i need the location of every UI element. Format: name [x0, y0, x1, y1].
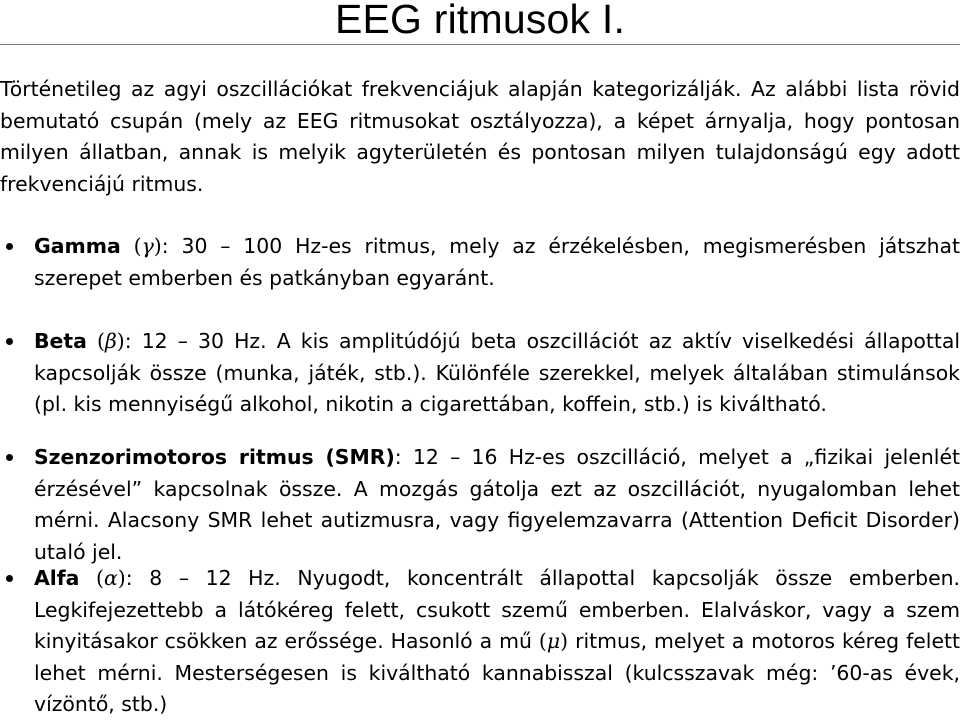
term-alfa: Alfa [34, 566, 80, 590]
text-smr: , melyet a „fizikai jelenlét érzésével” kapcsolnak össze. A mozgás gátolja ezt az oszcillációt, nyugalomban lehet mérni. Alacsony SMR lehet autizmusra, vagy figyelemzavarra (Attention Deficit Disorder) utaló jel. [34, 445, 960, 564]
list-item-smr: Szenzorimotoros ritmus (SMR): 12 – 16 Hz-es oszcilláció, melyet a „fizikai jelenlét érzésével” kapcsolnak össze. A mozgás gátolja ezt az oszcillációt, nyugalomban lehet mérni. Alacsony SMR lehet autizmusra, vagy figyelemzavarra (Attention Deficit Disorder) utaló jel. [34, 442, 960, 568]
symbol-alfa: α [104, 566, 118, 590]
symbol-gamma: γ [141, 234, 154, 258]
page-title: EEG ritmusok I. [334, 0, 626, 42]
range-alfa: 8 – 12 Hz. [149, 566, 281, 590]
list-item-gamma: Gamma (γ): 30 – 100 Hz-es ritmus, mely az érzékelésben, megismerésben játszhat szerepet emberben és patkányban egyaránt. [34, 231, 960, 294]
bullet-icon [6, 575, 13, 582]
list-item-beta: Beta (β): 12 – 30 Hz. A kis amplitúdójú beta oszcillációt az aktív viselkedési állapottal kapcsolják össze (munka, játék, stb.). Különféle szerekkel, melyek általában stimulánsok (pl. kis mennyiségű alkohol, nikotin a cigarettában, koffein, stb.) is kiváltható. [34, 326, 960, 421]
text-alfa: Nyugodt, koncentrált állapottal kapcsolják össze emberben. Legkifejezettebb a látókéreg felett, csukott szemű emberben. Elalváskor, vagy a szem kinyitásakor csökken az erőssége. Hasonló a mű [34, 566, 960, 653]
symbol-mu: μ [546, 629, 561, 653]
range-beta: 12 – 30 Hz. [141, 329, 267, 353]
title-divider [0, 44, 960, 45]
list-item-alfa: Alfa (α): 8 – 12 Hz. Nyugodt, koncentrált állapottal kapcsolják össze emberben. Legkifejezettebb a látókéreg felett, csukott szemű emberben. Elalváskor, vagy a szem kinyitásakor csökken az erőssége. Hasonló a mű (μ) ritmus, melyet a motoros kéreg felett lehet mérni. Mesterségesen is kiváltható kannabisszal (kulcsszavak még: ’60-as évek, vízöntő, stb.) [34, 563, 960, 721]
bullet-icon [6, 338, 13, 345]
term-beta: Beta [34, 329, 87, 353]
text-beta: A kis amplitúdójú beta oszcillációt az aktív viselkedési állapottal kapcsolják össze (munka, játék, stb.). Különféle szerekkel, melyek általában stimulánsok (pl. kis mennyiségű alkohol, nikotin a cigarettában, koffein, stb.) is kiváltható. [34, 329, 960, 416]
text-alfa-continued: ritmus, melyet a motoros kéreg felett lehet mérni. Mesterségesen is kiváltható kannabisszal (kulcsszavak még: ’60-as évek, vízöntő, stb.) [34, 629, 960, 716]
intro-paragraph: Történetileg az agyi oszcillációkat frekvenciájuk alapján kategorizálják. Az alábbi lista rövid bemutató csupán (mely az EEG ritmusokat osztályozza), a képet árnyalja, hogy pontosan milyen állatban, annak is melyik agyterületén és pontosan milyen tulajdonságú egy adott frekvenciájú ritmus. [0, 77, 960, 196]
range-smr: 12 – 16 Hz-es oszcilláció [412, 445, 681, 469]
bullet-icon [6, 243, 13, 250]
symbol-beta: β [104, 329, 117, 353]
text-gamma: , mely az érzékelésben, megismerésben játszhat szerepet emberben és patkányban egyaránt. [34, 234, 960, 290]
bullet-icon [6, 454, 13, 461]
range-gamma: 30 – 100 Hz-es ritmus [181, 234, 430, 258]
term-gamma: Gamma [34, 234, 121, 258]
term-smr: Szenzorimotoros ritmus (SMR) [34, 445, 395, 469]
